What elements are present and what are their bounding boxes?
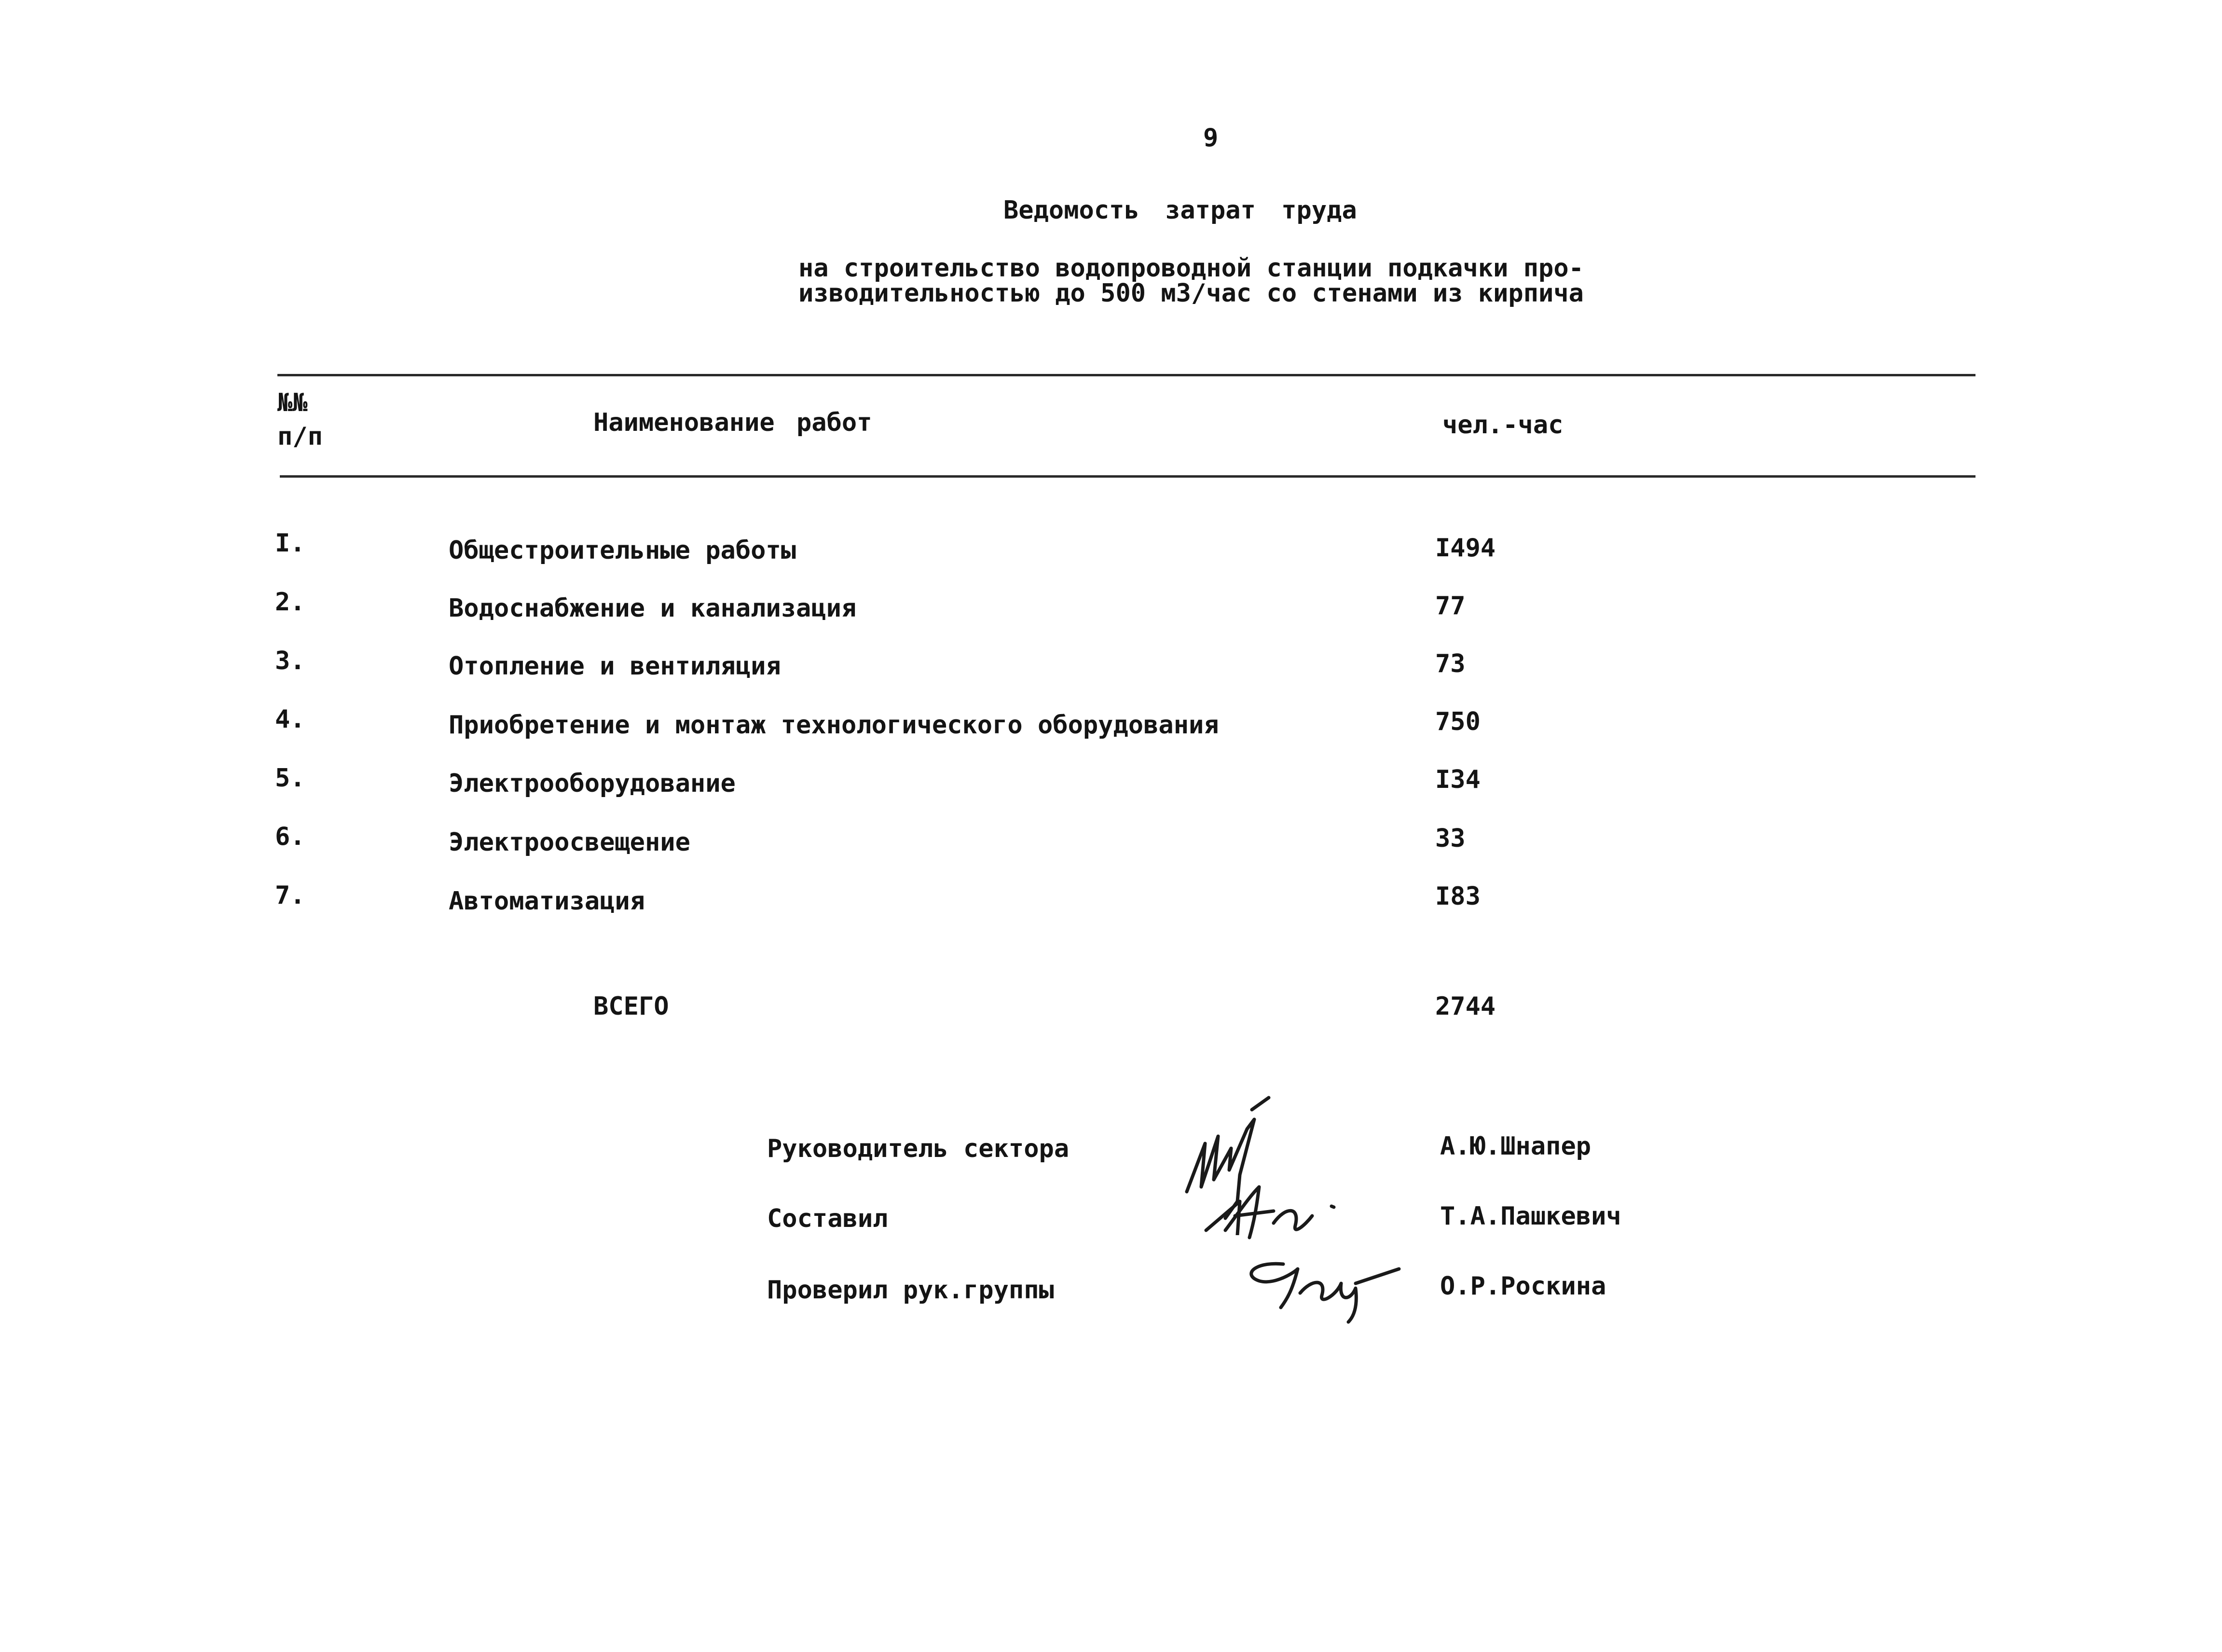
row-value: 33 bbox=[1435, 824, 1466, 853]
subtitle-line-2: изводительностью до 500 м3/час со стенами из кирпича bbox=[798, 279, 1584, 308]
handwritten-signature-2 bbox=[1216, 1177, 1360, 1245]
row-number: 3. bbox=[275, 647, 305, 675]
row-number: 7. bbox=[275, 881, 305, 910]
signer-name: Т.А.Пашкевич bbox=[1440, 1202, 1621, 1231]
document-subtitle bbox=[798, 256, 1584, 306]
total-label: ВСЕГО bbox=[593, 992, 669, 1021]
row-number: 4. bbox=[275, 705, 305, 734]
signer-name: А.Ю.Шнапер bbox=[1440, 1132, 1591, 1161]
header-number-line-1: №№ bbox=[277, 388, 308, 417]
row-number: 2. bbox=[275, 588, 305, 617]
row-work-name: Электроосвещение bbox=[449, 828, 690, 857]
row-work-name: Электрооборудование bbox=[449, 769, 736, 798]
row-value: I494 bbox=[1435, 534, 1496, 563]
row-number: 6. bbox=[275, 822, 305, 851]
header-number bbox=[277, 386, 323, 454]
signer-role: Проверил рук.группы bbox=[767, 1276, 1054, 1305]
table-header-rule bbox=[280, 475, 1975, 478]
row-work-name: Общестроительные работы bbox=[449, 536, 796, 565]
subtitle-line-1: на строительство водопроводной станции подкачки про- bbox=[798, 254, 1584, 283]
row-number: 5. bbox=[275, 764, 305, 793]
total-value: 2744 bbox=[1435, 992, 1496, 1021]
row-work-name: Отопление и вентиляция bbox=[449, 652, 781, 681]
header-unit: чел.-час bbox=[1442, 411, 1564, 440]
handwritten-signature-3 bbox=[1240, 1250, 1423, 1327]
signer-role: Составил bbox=[767, 1204, 888, 1233]
row-number: I. bbox=[275, 529, 305, 558]
row-value: I34 bbox=[1435, 765, 1481, 794]
row-work-name: Автоматизация bbox=[449, 887, 645, 916]
page-number: 9 bbox=[1203, 124, 1219, 152]
row-value: 750 bbox=[1435, 707, 1481, 736]
row-value: 73 bbox=[1435, 649, 1466, 678]
signer-name: О.Р.Роскина bbox=[1440, 1272, 1606, 1301]
table-top-rule bbox=[277, 374, 1975, 376]
row-work-name: Приобретение и монтаж технологического оборудования bbox=[449, 711, 1219, 740]
document-title: Ведомость затрат труда bbox=[1003, 196, 1357, 225]
header-work-name: Наименование работ bbox=[593, 408, 872, 437]
signer-role: Руководитель сектора bbox=[767, 1134, 1070, 1163]
row-work-name: Водоснабжение и канализация bbox=[449, 594, 857, 623]
row-value: 77 bbox=[1435, 592, 1466, 620]
row-value: I83 bbox=[1435, 882, 1481, 911]
header-number-line-2: п/п bbox=[277, 422, 323, 451]
